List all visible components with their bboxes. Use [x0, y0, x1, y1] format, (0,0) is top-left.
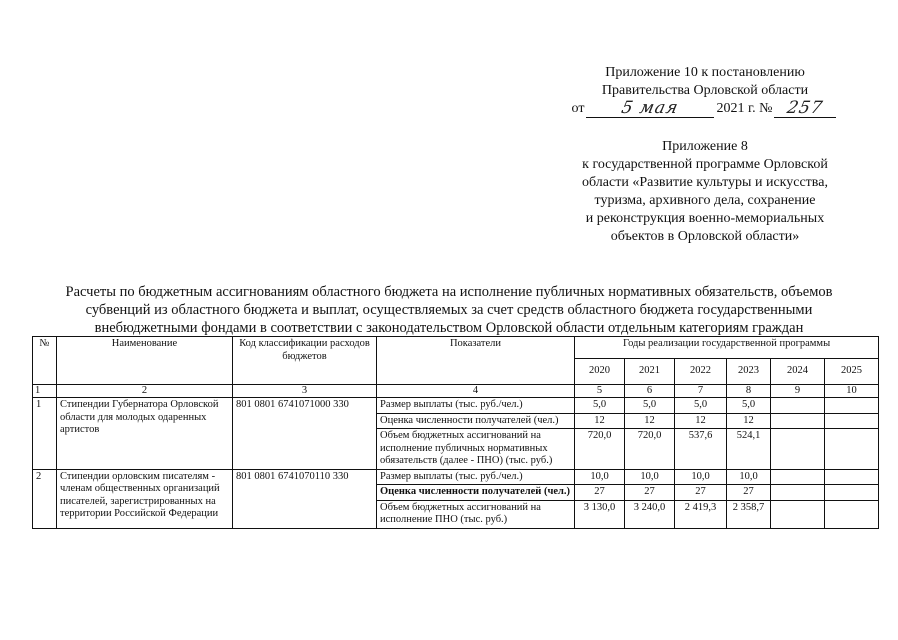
header-name: Наименование — [57, 337, 233, 385]
col-number: 8 — [727, 385, 771, 398]
header-years-group: Годы реализации государственной программы — [575, 337, 879, 359]
value-cell: 524,1 — [727, 429, 771, 470]
header-year-2025: 2025 — [825, 359, 879, 385]
row-code: 801 0801 6741071000 330 — [233, 398, 377, 470]
header-year-2024: 2024 — [771, 359, 825, 385]
value-cell: 27 — [727, 485, 771, 501]
value-cell — [771, 413, 825, 429]
year-label: 2021 г. № — [716, 101, 773, 116]
appendix-8-line5: и реконструкция военно-мемориальных — [585, 211, 825, 226]
header-year-2023: 2023 — [727, 359, 771, 385]
value-cell: 537,6 — [675, 429, 727, 470]
from-label: от — [571, 101, 585, 116]
value-cell: 5,0 — [575, 398, 625, 414]
header-num: № — [33, 337, 57, 385]
value-cell: 3 240,0 — [625, 500, 675, 528]
indicator-label: Размер выплаты (тыс. руб./чел.) — [377, 398, 575, 414]
date-blank — [586, 100, 714, 118]
value-cell: 12 — [575, 413, 625, 429]
row-code: 801 0801 6741070110 330 — [233, 469, 377, 528]
appendix-10-header — [540, 64, 870, 118]
document-title — [40, 283, 858, 337]
value-cell: 720,0 — [625, 429, 675, 470]
col-number: 5 — [575, 385, 625, 398]
header-year-2022: 2022 — [675, 359, 727, 385]
value-cell: 3 130,0 — [575, 500, 625, 528]
value-cell — [825, 413, 879, 429]
value-cell: 10,0 — [675, 469, 727, 485]
row-number: 1 — [33, 398, 57, 470]
appendix-8-line1: Приложение 8 — [662, 139, 748, 154]
value-cell: 27 — [675, 485, 727, 501]
number-blank — [774, 100, 836, 118]
col-number: 3 — [233, 385, 377, 398]
title-line1: Расчеты по бюджетным ассигнованиям областного бюджета на исполнение публичных нормативных обязательств, объемов — [65, 284, 833, 300]
budget-table — [32, 336, 879, 529]
value-cell: 27 — [575, 485, 625, 501]
indicator-label: Оценка численности получателей (чел.) — [377, 413, 575, 429]
indicator-label: Объем бюджетных ассигнований на исполнение публичных нормативных обязательств (далее - ПНО) (тыс. руб.) — [377, 429, 575, 470]
indicator-label: Размер выплаты (тыс. руб./чел.) — [377, 469, 575, 485]
value-cell: 5,0 — [675, 398, 727, 414]
value-cell: 10,0 — [625, 469, 675, 485]
value-cell: 12 — [625, 413, 675, 429]
column-number-row — [33, 385, 879, 398]
value-cell: 10,0 — [575, 469, 625, 485]
col-number: 1 — [33, 385, 57, 398]
col-number: 9 — [771, 385, 825, 398]
header-row-1 — [33, 337, 879, 359]
appendix-8-line3: области «Развитие культуры и искусства, — [582, 175, 828, 190]
value-cell — [825, 485, 879, 501]
appendix-8-line2: к государственной программе Орловской — [582, 157, 828, 172]
indicator-label: Объем бюджетных ассигнований на исполнение ПНО (тыс. руб.) — [377, 500, 575, 528]
appendix-10-line1: Приложение 10 к постановлению — [605, 65, 805, 80]
table-row — [33, 398, 879, 414]
value-cell: 10,0 — [727, 469, 771, 485]
appendix-8-line4: туризма, архивного дела, сохранение — [594, 193, 816, 208]
header-year-2021: 2021 — [625, 359, 675, 385]
handwritten-date: 5 мая — [619, 98, 681, 118]
value-cell — [771, 469, 825, 485]
appendix-8-line6: объектов в Орловской области» — [610, 229, 800, 244]
title-line3: внебюджетными фондами в соответствии с законодательством Орловской области отдельным категориям граждан — [94, 320, 804, 336]
value-cell: 27 — [625, 485, 675, 501]
col-number: 10 — [825, 385, 879, 398]
title-line2: субвенций из областного бюджета и выплат, осуществляемых за счет средств областного бюджета государственными — [85, 302, 813, 318]
header-indicators: Показатели — [377, 337, 575, 385]
col-number: 6 — [625, 385, 675, 398]
value-cell: 5,0 — [625, 398, 675, 414]
value-cell: 2 358,7 — [727, 500, 771, 528]
value-cell: 12 — [727, 413, 771, 429]
appendix-10-line2: Правительства Орловской области — [601, 83, 809, 98]
value-cell: 5,0 — [727, 398, 771, 414]
value-cell — [825, 500, 879, 528]
value-cell — [771, 398, 825, 414]
value-cell: 720,0 — [575, 429, 625, 470]
header-code: Код классификации расходов бюджетов — [233, 337, 377, 385]
col-number: 2 — [57, 385, 233, 398]
row-number: 2 — [33, 469, 57, 528]
col-number: 4 — [377, 385, 575, 398]
appendix-8-header — [545, 138, 865, 246]
value-cell — [825, 398, 879, 414]
row-name: Стипендии Губернатора Орловской области для молодых одаренных артистов — [57, 398, 233, 470]
table-row — [33, 469, 879, 485]
value-cell — [771, 500, 825, 528]
value-cell — [825, 469, 879, 485]
handwritten-number: 257 — [785, 98, 826, 118]
value-cell — [771, 429, 825, 470]
indicator-label: Оценка численности получателей (чел.) — [377, 485, 575, 501]
resolution-date-line — [540, 100, 870, 118]
row-name: Стипендии орловским писателям - членам общественных организаций писателей, зарегистрированных на территории Российской Федерации — [57, 469, 233, 528]
value-cell — [771, 485, 825, 501]
value-cell — [825, 429, 879, 470]
value-cell: 12 — [675, 413, 727, 429]
header-year-2020: 2020 — [575, 359, 625, 385]
col-number: 7 — [675, 385, 727, 398]
value-cell: 2 419,3 — [675, 500, 727, 528]
